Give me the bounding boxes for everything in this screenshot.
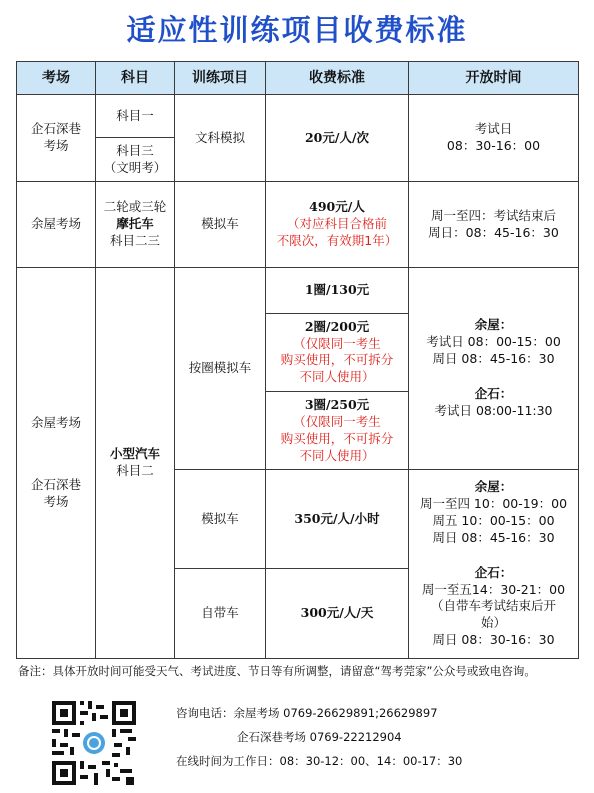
row1-time-line: 考试日: [474, 121, 513, 137]
header-fee: 收费标准: [266, 62, 409, 95]
table-header-row: [17, 62, 579, 95]
remark-note: 备注：具体开放时间可能受天气、考试进度、节日等有所调整，请留意“驾考莞家”公众号或致电咨询。: [18, 664, 536, 678]
row3-sim-item: 模拟车: [175, 470, 266, 568]
sim-time-line: （自带车考试结束后开: [430, 598, 556, 614]
lap-time-line: 考试日 08:00-11:30: [434, 402, 553, 418]
sim-time-line: 周一至五14：30-21：00: [421, 581, 566, 597]
row3-lap-fee-2: [266, 313, 409, 391]
row3-subject-line: 小型汽车: [109, 445, 160, 461]
lap-time-line: 考试日 08：00-15：00: [426, 334, 561, 350]
contact-line-3: 在线时间为工作日：08：30-12：00、14：00-17：30: [176, 754, 463, 768]
row1-fee: 20元/人/次: [266, 95, 409, 182]
sim-time-line: 周五 10：00-15：00: [432, 512, 555, 528]
table-row: [17, 182, 579, 267]
row3-subject: [96, 267, 175, 658]
row3-lap-fee-3: [266, 392, 409, 470]
row2-item: 模拟车: [175, 182, 266, 267]
row2-subject-line: 摩托车: [116, 216, 154, 232]
sim-time-qishi-head: 企石：: [474, 564, 513, 580]
header-subject: 科目: [96, 62, 175, 95]
row2-time-line: 周日：08：45-16：30: [428, 224, 559, 240]
row3-lap-fee-1: 1圈/130元: [266, 267, 409, 313]
row1-subject-b-line: （文明考）: [103, 159, 167, 175]
lap-fee-2-note: （仅限同一考生: [293, 335, 381, 351]
row2-fee-main: 490元/人: [309, 199, 365, 215]
page-title: 适应性训练项目收费标准: [126, 13, 468, 47]
fee-table: [16, 61, 579, 659]
row3-own-item: 自带车: [175, 568, 266, 658]
header-venue: 考场: [17, 62, 96, 95]
contact-line-2: 企石深巷考场 0769-22212904: [237, 730, 402, 744]
row3-own-fee: 300元/人/天: [266, 568, 409, 658]
row3-lap-time: [409, 267, 579, 470]
lap-fee-3-main: 3圈/250元: [304, 396, 370, 412]
sim-time-line: 周日 08：30-16：30: [432, 632, 555, 648]
row1-time: [409, 95, 579, 182]
row1-item: 文科模拟: [175, 95, 266, 182]
sim-time-line: 周日 08：45-16：30: [432, 529, 555, 545]
lap-fee-3-note: 购买使用，不可拆分: [280, 430, 394, 446]
contact-line-1: 咨询电话：余屋考场 0769-26629891;26629897: [176, 706, 438, 720]
row3-subject-line: 科目二: [116, 462, 154, 478]
table-row: [17, 95, 579, 138]
row1-subject-b: [96, 138, 175, 182]
row2-fee-note: （对应科目合格前: [286, 216, 387, 232]
sim-time-line: 始）: [480, 615, 506, 631]
qr-code-icon: [50, 699, 138, 787]
row2-fee-note: 不限次，有效期1年）: [276, 232, 398, 248]
row2-fee: [266, 182, 409, 267]
row1-time-line: 08：30-16：00: [446, 138, 541, 154]
row3-venue-line: 考场: [43, 494, 69, 510]
row1-subject-b-line: 科目三: [116, 142, 154, 158]
row3-venue-gap: [19, 431, 93, 477]
row2-venue: 余屋考场: [17, 182, 96, 267]
row3-sim-time: [409, 470, 579, 659]
row3-venue: [17, 267, 96, 658]
lap-time-qishi-head: 企石：: [474, 385, 513, 401]
row2-subject-line: 科目二三: [109, 232, 160, 248]
sim-time-line: 周一至四 10：00-19：00: [419, 496, 568, 512]
row2-time: [409, 182, 579, 267]
header-item: 训练项目: [175, 62, 266, 95]
lap-fee-3-note: （仅限同一考生: [293, 413, 381, 429]
row3-venue-line: 企石深巷: [30, 477, 81, 493]
sim-time-gap: [411, 547, 576, 565]
row1-venue: 企石深巷考场: [17, 95, 96, 182]
row2-subject-line: 二轮或三轮: [103, 199, 167, 215]
row3-venue-line: 余屋考场: [30, 414, 81, 430]
lap-time-yuwu-head: 余屋：: [474, 317, 513, 333]
row1-subject-a: 科目一: [96, 95, 175, 138]
lap-fee-2-note: 不同人使用）: [299, 369, 375, 385]
row2-time-line: 周一至四：考试结束后: [430, 207, 556, 223]
header-time: 开放时间: [409, 62, 579, 95]
row3-sim-fee: 350元/人/小时: [266, 470, 409, 568]
table-row: [17, 267, 579, 313]
lap-time-line: 周日 08：45-16：30: [432, 351, 555, 367]
lap-time-gap: [411, 368, 576, 386]
lap-fee-2-main: 2圈/200元: [304, 318, 370, 334]
row2-subject: [96, 182, 175, 267]
row3-lap-item: 按圈模拟车: [175, 267, 266, 470]
lap-fee-3-note: 不同人使用）: [299, 447, 375, 463]
sim-time-yuwu-head: 余屋：: [474, 479, 513, 495]
lap-fee-2-note: 购买使用，不可拆分: [280, 352, 394, 368]
